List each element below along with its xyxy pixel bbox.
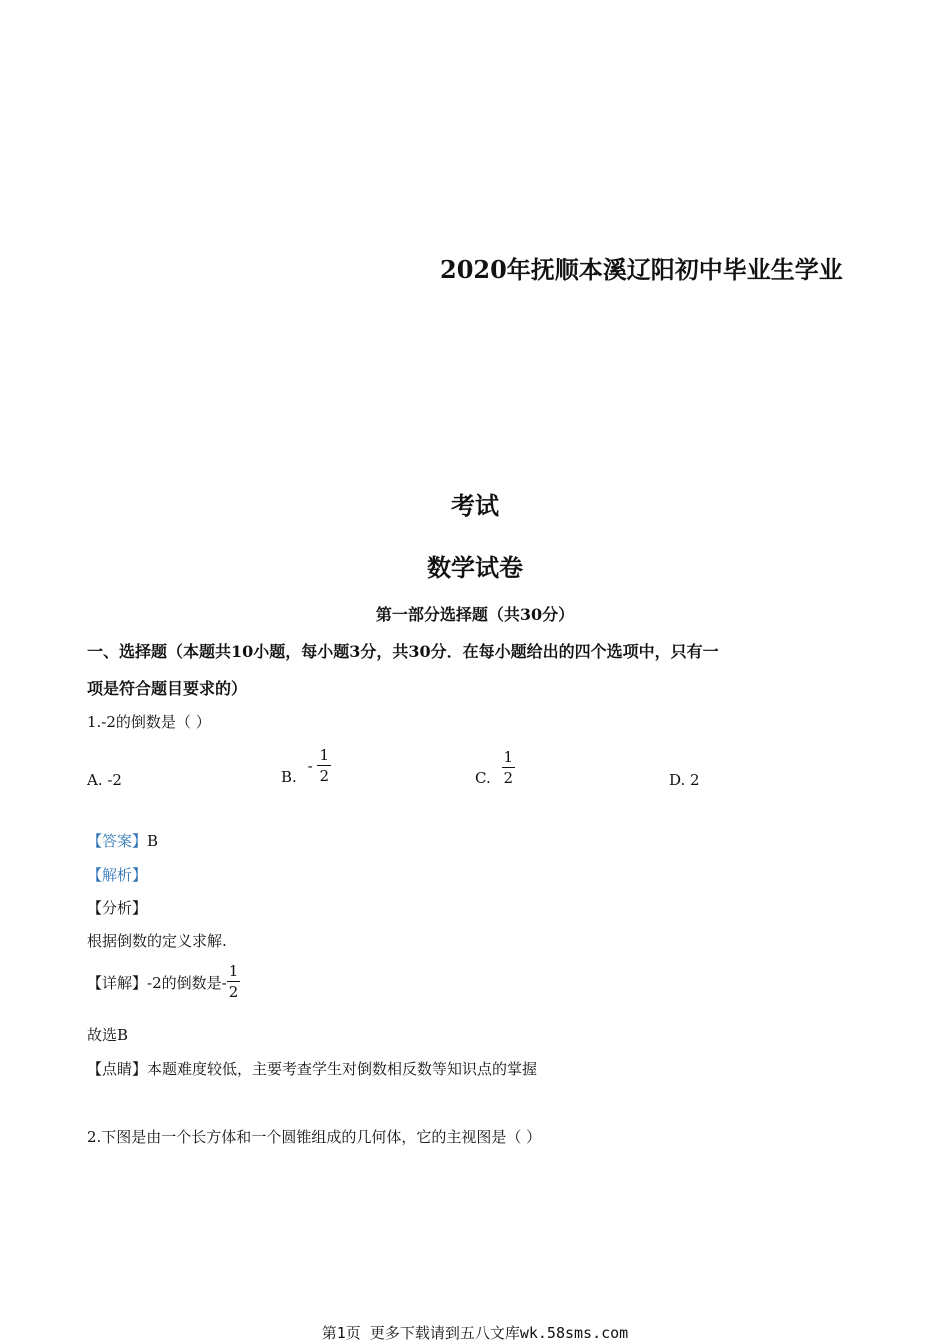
part-heading: 第一部分选择题（共30分） bbox=[375, 605, 575, 624]
detail-fraction bbox=[227, 964, 241, 1000]
exam-subject-title: 数学试卷 bbox=[427, 553, 523, 582]
option-c-label: C. bbox=[475, 769, 491, 787]
detail-line bbox=[87, 964, 240, 1000]
exam-title-line1: 2020年抚顺本溪辽阳初中毕业生学业 bbox=[440, 255, 843, 284]
option-b-numerator: 1 bbox=[319, 746, 329, 764]
option-d: D. 2 bbox=[669, 771, 700, 789]
option-c-fraction bbox=[502, 750, 516, 786]
fenxi-text: 根据倒数的定义求解. bbox=[87, 932, 227, 950]
answer-line bbox=[87, 830, 158, 851]
option-b-fraction bbox=[317, 748, 331, 784]
page-footer: 第1页 更多下载请到五八文库wk.58sms.com bbox=[321, 1324, 629, 1342]
option-b-denominator: 2 bbox=[319, 767, 329, 785]
question-2-stem: 2.下图是由一个长方体和一个圆锥组成的几何体，它的主视图是（ ） bbox=[87, 1128, 542, 1146]
analysis-tag: 【解析】 bbox=[87, 866, 148, 884]
section-instruction-line2: 项是符合题目要求的） bbox=[87, 679, 248, 698]
choose-line: 故选B bbox=[87, 1026, 129, 1044]
exam-title-line2: 考试 bbox=[451, 491, 499, 520]
fenxi-tag: 【分析】 bbox=[87, 899, 148, 917]
option-c-denominator: 2 bbox=[503, 769, 514, 787]
option-b-sign: - bbox=[307, 757, 313, 775]
option-c-numerator: 1 bbox=[503, 748, 514, 766]
detail-text: 【详解】-2的倒数是- bbox=[87, 973, 227, 992]
option-a: A. -2 bbox=[87, 771, 122, 789]
option-c bbox=[475, 749, 515, 787]
detail-denominator: 2 bbox=[228, 983, 239, 1001]
answer-value: B bbox=[147, 832, 159, 850]
option-b bbox=[281, 746, 331, 786]
option-b-label: B. bbox=[281, 768, 297, 786]
comment-line: 【点睛】本题难度较低，主要考查学生对倒数相反数等知识点的掌握 bbox=[87, 1060, 538, 1078]
answer-tag: 【答案】 bbox=[87, 832, 148, 850]
detail-numerator: 1 bbox=[228, 962, 239, 980]
section-instruction-line1: 一、选择题（本题共10小题，每小题3分，共30分．在每小题给出的四个选项中，只有一 bbox=[87, 642, 719, 661]
question-1-stem: 1.-2的倒数是（ ） bbox=[87, 713, 211, 731]
